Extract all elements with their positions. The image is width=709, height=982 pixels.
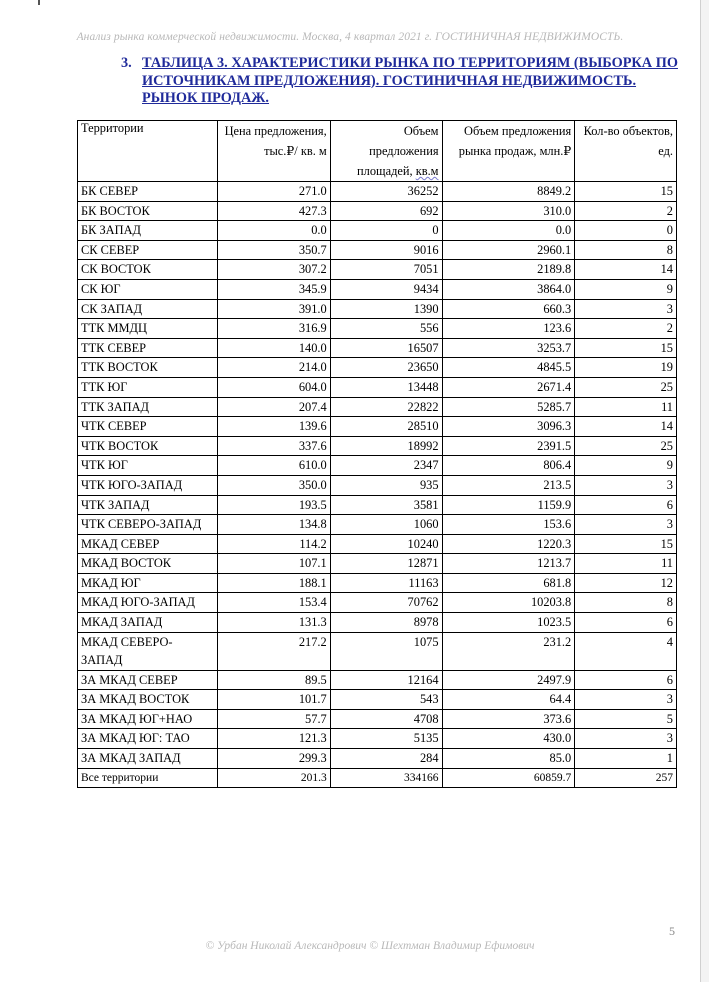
cell-volume: 153.6 — [442, 515, 575, 535]
cell-volume: 60859.7 — [442, 768, 575, 788]
cell-area: 9016 — [330, 240, 442, 260]
cell-area: 23650 — [330, 358, 442, 378]
cell-area: 12164 — [330, 670, 442, 690]
cell-volume: 430.0 — [442, 729, 575, 749]
table-row — [78, 534, 677, 554]
cell-area: 13448 — [330, 377, 442, 397]
cell-area: 935 — [330, 475, 442, 495]
cell-territory: ЧТК ВОСТОК — [78, 436, 218, 456]
table-header-row — [78, 121, 677, 182]
cell-count: 6 — [575, 495, 677, 515]
table-row — [78, 260, 677, 280]
page-number: 5 — [669, 924, 675, 938]
cell-area: 692 — [330, 201, 442, 221]
cell-area: 543 — [330, 690, 442, 710]
table-row — [78, 749, 677, 769]
running-footer: © Урбан Николай Александрович © Шехтман Владимир Ефимович — [205, 940, 535, 952]
cell-area: 3581 — [330, 495, 442, 515]
cell-territory: МКАД ВОСТОК — [78, 554, 218, 574]
header-count: Кол-во объектов, ед. — [575, 121, 677, 182]
header-price-line1: Цена предложения, — [224, 124, 327, 138]
cell-territory: ЗА МКАД ЗАПАД — [78, 749, 218, 769]
cell-price: 101.7 — [217, 690, 330, 710]
table-row — [78, 201, 677, 221]
cell-price: 391.0 — [217, 299, 330, 319]
table-row — [78, 729, 677, 749]
cell-volume: 1023.5 — [442, 613, 575, 633]
table-row — [78, 319, 677, 339]
cell-price: 271.0 — [217, 182, 330, 202]
cell-count: 25 — [575, 377, 677, 397]
cell-price: 134.8 — [217, 515, 330, 535]
table-row — [78, 690, 677, 710]
cell-price: 114.2 — [217, 534, 330, 554]
table-row — [78, 436, 677, 456]
cell-count: 3 — [575, 475, 677, 495]
cell-area: 22822 — [330, 397, 442, 417]
cell-count: 8 — [575, 593, 677, 613]
cell-count: 14 — [575, 260, 677, 280]
cell-price: 193.5 — [217, 495, 330, 515]
table-body — [78, 182, 677, 788]
table-row — [78, 338, 677, 358]
table-row — [78, 554, 677, 574]
cell-volume: 8849.2 — [442, 182, 575, 202]
title-text: ТАБЛИЦА 3. ХАРАКТЕРИСТИКИ РЫНКА ПО ТЕРРИТОРИЯМ (ВЫБОРКА ПО ИСТОЧНИКАМ ПРЕДЛОЖЕНИЯ). ГОСТИНИЧНАЯ НЕДВИЖИМОСТЬ. РЫНОК ПРОДАЖ. — [142, 55, 678, 106]
cell-area: 334166 — [330, 768, 442, 788]
cell-territory: ЗА МКАД ЮГ: ТАО — [78, 729, 218, 749]
cell-territory: ТТК ВОСТОК — [78, 358, 218, 378]
cell-price: 307.2 — [217, 260, 330, 280]
cell-area: 1390 — [330, 299, 442, 319]
cell-price: 131.3 — [217, 613, 330, 633]
cell-count: 3 — [575, 299, 677, 319]
cell-area: 11163 — [330, 573, 442, 593]
cell-volume: 0.0 — [442, 221, 575, 241]
page-corner-mark — [38, 0, 40, 5]
cell-count: 3 — [575, 729, 677, 749]
cell-price: 188.1 — [217, 573, 330, 593]
cell-territory: ТТК ЗАПАД — [78, 397, 218, 417]
cell-price: 316.9 — [217, 319, 330, 339]
cell-volume: 3864.0 — [442, 279, 575, 299]
cell-territory: ЗА МКАД ЮГ+НАО — [78, 709, 218, 729]
cell-territory: ЧТК ЮГО-ЗАПАД — [78, 475, 218, 495]
cell-price: 0.0 — [217, 221, 330, 241]
cell-territory: ТТК ММДЦ — [78, 319, 218, 339]
cell-area: 4708 — [330, 709, 442, 729]
cell-price: 350.0 — [217, 475, 330, 495]
cell-count: 14 — [575, 417, 677, 437]
cell-volume: 1159.9 — [442, 495, 575, 515]
cell-volume: 213.5 — [442, 475, 575, 495]
cell-price: 153.4 — [217, 593, 330, 613]
cell-area: 12871 — [330, 554, 442, 574]
cell-count: 3 — [575, 690, 677, 710]
cell-volume: 85.0 — [442, 749, 575, 769]
table-row — [78, 593, 677, 613]
cell-price: 57.7 — [217, 709, 330, 729]
cell-count: 6 — [575, 670, 677, 690]
table-row — [78, 632, 677, 670]
cell-territory: МКАД СЕВЕРО-ЗАПАД — [78, 632, 218, 670]
table-row — [78, 573, 677, 593]
cell-territory: ЧТК СЕВЕРО-ЗАПАД — [78, 515, 218, 535]
table-row — [78, 358, 677, 378]
cell-count: 5 — [575, 709, 677, 729]
cell-count: 8 — [575, 240, 677, 260]
header-area-unit: кв.м — [415, 164, 439, 178]
cell-price: 207.4 — [217, 397, 330, 417]
cell-count: 257 — [575, 768, 677, 788]
cell-price: 604.0 — [217, 377, 330, 397]
cell-volume: 4845.5 — [442, 358, 575, 378]
cell-price: 350.7 — [217, 240, 330, 260]
cell-territory: СК ЗАПАД — [78, 299, 218, 319]
cell-count: 25 — [575, 436, 677, 456]
cell-territory: ТТК ЮГ — [78, 377, 218, 397]
cell-territory: Все территории — [78, 768, 218, 788]
table-row — [78, 613, 677, 633]
cell-territory: БК ЗАПАД — [78, 221, 218, 241]
cell-count: 15 — [575, 338, 677, 358]
cell-price: 610.0 — [217, 456, 330, 476]
cell-count: 9 — [575, 456, 677, 476]
table-row — [78, 279, 677, 299]
cell-price: 299.3 — [217, 749, 330, 769]
cell-price: 89.5 — [217, 670, 330, 690]
cell-count: 15 — [575, 534, 677, 554]
table-row — [78, 240, 677, 260]
header-territory: Территории — [78, 121, 218, 182]
cell-territory: ЧТК ЮГ — [78, 456, 218, 476]
cell-volume: 660.3 — [442, 299, 575, 319]
table-row — [78, 495, 677, 515]
cell-price: 107.1 — [217, 554, 330, 574]
header-price-line2: тыс.₽/ кв. м — [264, 144, 327, 158]
cell-volume: 231.2 — [442, 632, 575, 670]
cell-price: 201.3 — [217, 768, 330, 788]
cell-territory: СК ВОСТОК — [78, 260, 218, 280]
table-row — [78, 456, 677, 476]
cell-count: 1 — [575, 749, 677, 769]
cell-count: 9 — [575, 279, 677, 299]
cell-area: 556 — [330, 319, 442, 339]
cell-volume: 681.8 — [442, 573, 575, 593]
cell-count: 2 — [575, 319, 677, 339]
running-header: Анализ рынка коммерческой недвижимости. Москва, 4 квартал 2021 г. ГОСТИНИЧНАЯ НЕДВИЖИМОСТЬ. — [76, 31, 624, 43]
cell-area: 18992 — [330, 436, 442, 456]
cell-area: 28510 — [330, 417, 442, 437]
cell-area: 0 — [330, 221, 442, 241]
cell-area: 8978 — [330, 613, 442, 633]
cell-count: 3 — [575, 515, 677, 535]
cell-price: 337.6 — [217, 436, 330, 456]
cell-volume: 2960.1 — [442, 240, 575, 260]
cell-area: 2347 — [330, 456, 442, 476]
cell-count: 19 — [575, 358, 677, 378]
cell-count: 11 — [575, 554, 677, 574]
cell-territory: ЧТК СЕВЕР — [78, 417, 218, 437]
cell-volume: 3253.7 — [442, 338, 575, 358]
cell-area: 5135 — [330, 729, 442, 749]
cell-area: 9434 — [330, 279, 442, 299]
header-volume: Объем предложения рынка продаж, млн.₽ — [442, 121, 575, 182]
table-row — [78, 768, 677, 788]
cell-territory: МКАД ЮГО-ЗАПАД — [78, 593, 218, 613]
cell-territory: МКАД СЕВЕР — [78, 534, 218, 554]
cell-area: 70762 — [330, 593, 442, 613]
cell-price: 345.9 — [217, 279, 330, 299]
cell-territory: СК СЕВЕР — [78, 240, 218, 260]
cell-area: 36252 — [330, 182, 442, 202]
table-row — [78, 182, 677, 202]
cell-volume: 5285.7 — [442, 397, 575, 417]
table-row — [78, 299, 677, 319]
cell-price: 217.2 — [217, 632, 330, 670]
cell-price: 121.3 — [217, 729, 330, 749]
header-area — [330, 121, 442, 182]
cell-volume: 3096.3 — [442, 417, 575, 437]
cell-volume: 310.0 — [442, 201, 575, 221]
cell-territory: МКАД ЮГ — [78, 573, 218, 593]
cell-area: 7051 — [330, 260, 442, 280]
table-row — [78, 221, 677, 241]
title-number: 3. — [121, 55, 132, 71]
cell-territory: ЧТК ЗАПАД — [78, 495, 218, 515]
cell-count: 6 — [575, 613, 677, 633]
cell-volume: 64.4 — [442, 690, 575, 710]
cell-volume: 1213.7 — [442, 554, 575, 574]
cell-territory: ТТК СЕВЕР — [78, 338, 218, 358]
cell-territory: ЗА МКАД СЕВЕР — [78, 670, 218, 690]
cell-count: 2 — [575, 201, 677, 221]
cell-price: 140.0 — [217, 338, 330, 358]
cell-territory: БК СЕВЕР — [78, 182, 218, 202]
cell-territory: МКАД ЗАПАД — [78, 613, 218, 633]
cell-count: 15 — [575, 182, 677, 202]
header-area-text: Объем предложения площадей, — [357, 124, 439, 178]
cell-territory: БК ВОСТОК — [78, 201, 218, 221]
cell-territory: СК ЮГ — [78, 279, 218, 299]
table-row — [78, 397, 677, 417]
cell-count: 0 — [575, 221, 677, 241]
cell-count: 4 — [575, 632, 677, 670]
cell-price: 214.0 — [217, 358, 330, 378]
cell-volume: 806.4 — [442, 456, 575, 476]
table-row — [78, 515, 677, 535]
table-row — [78, 377, 677, 397]
table-row — [78, 709, 677, 729]
table-row — [78, 670, 677, 690]
cell-area: 284 — [330, 749, 442, 769]
cell-area: 16507 — [330, 338, 442, 358]
header-price — [217, 121, 330, 182]
cell-volume: 2189.8 — [442, 260, 575, 280]
table-row — [78, 475, 677, 495]
cell-volume: 1220.3 — [442, 534, 575, 554]
cell-volume: 10203.8 — [442, 593, 575, 613]
cell-volume: 2497.9 — [442, 670, 575, 690]
cell-area: 1075 — [330, 632, 442, 670]
cell-price: 139.6 — [217, 417, 330, 437]
cell-volume: 2671.4 — [442, 377, 575, 397]
cell-volume: 373.6 — [442, 709, 575, 729]
cell-volume: 123.6 — [442, 319, 575, 339]
table-row — [78, 417, 677, 437]
table-title — [121, 55, 681, 108]
cell-area: 1060 — [330, 515, 442, 535]
cell-area: 10240 — [330, 534, 442, 554]
cell-price: 427.3 — [217, 201, 330, 221]
market-table — [77, 120, 677, 788]
cell-volume: 2391.5 — [442, 436, 575, 456]
cell-count: 12 — [575, 573, 677, 593]
cell-territory: ЗА МКАД ВОСТОК — [78, 690, 218, 710]
cell-count: 11 — [575, 397, 677, 417]
